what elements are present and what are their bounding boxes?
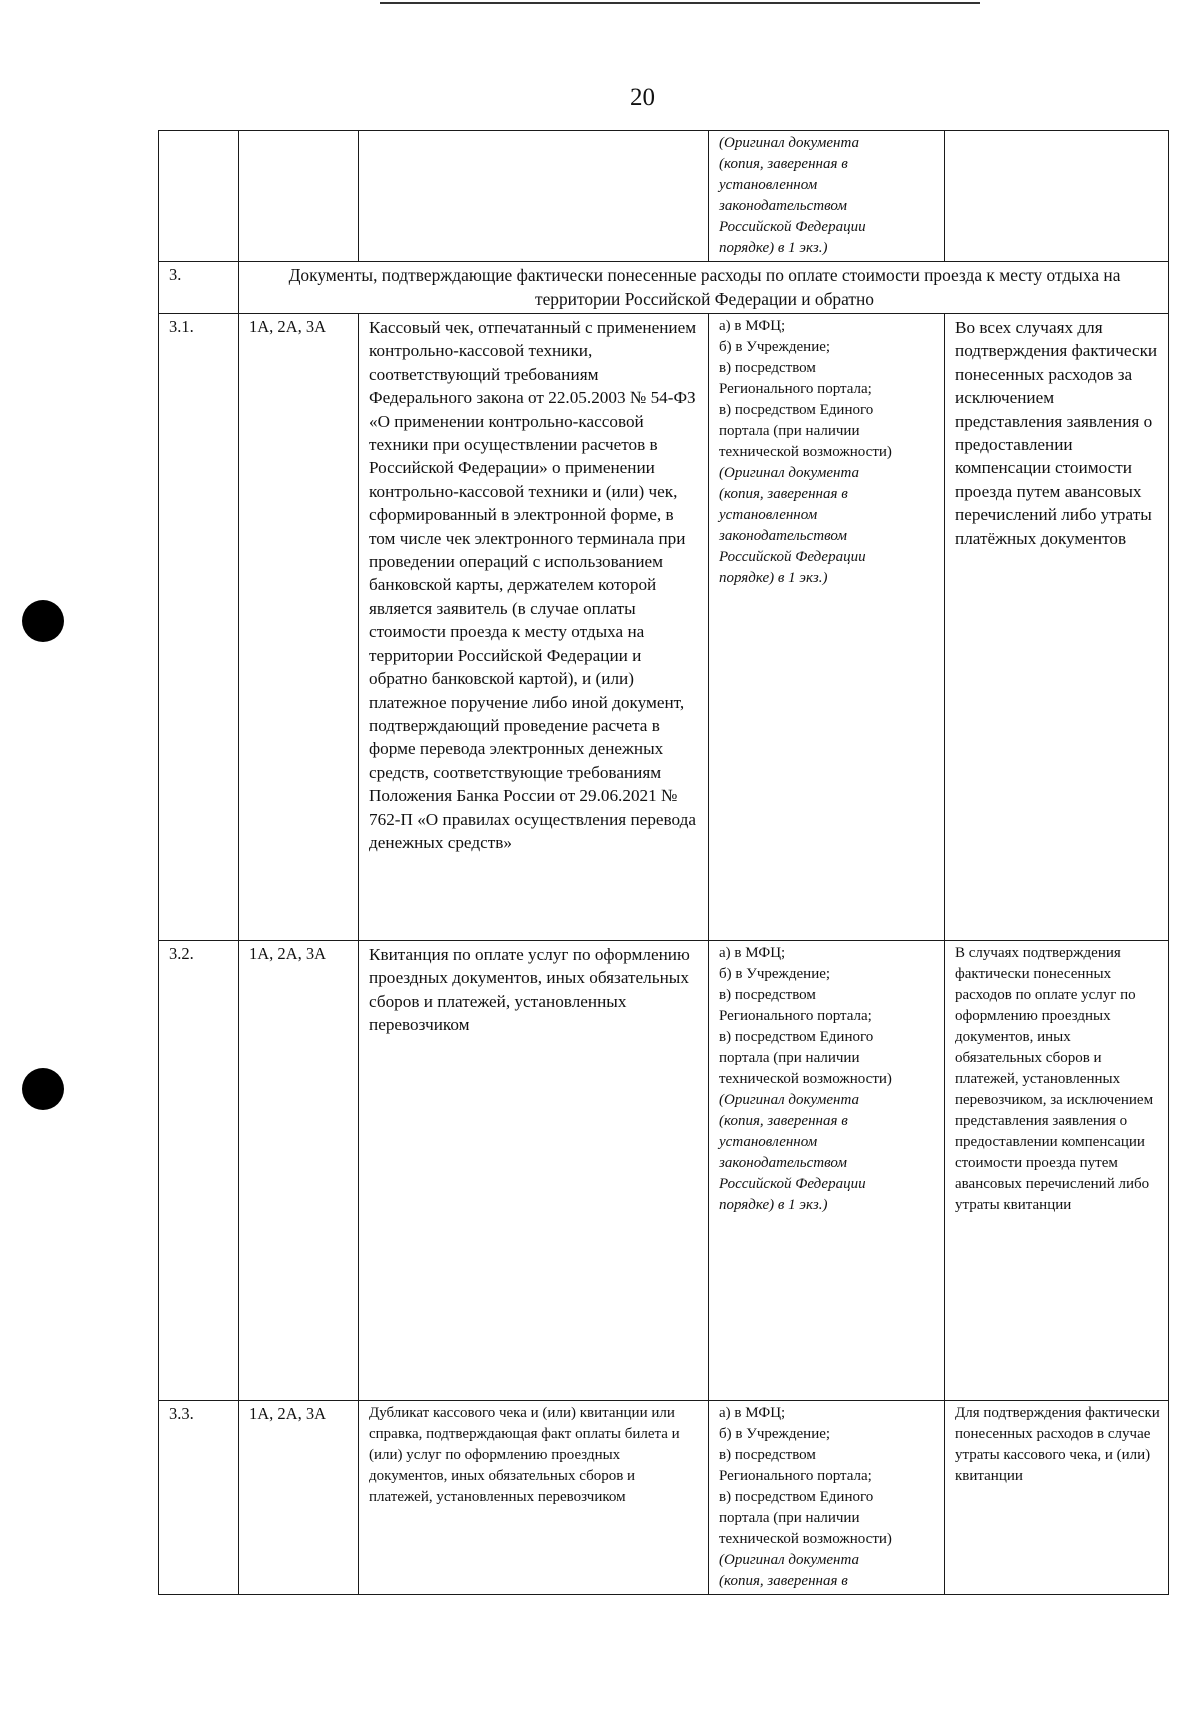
row-categories: 1А, 2А, 3А: [239, 314, 359, 941]
page-number: 20: [630, 84, 655, 111]
table-row: [159, 314, 1169, 941]
cell-categories: [239, 131, 359, 262]
punch-hole-mark: [22, 600, 64, 642]
punch-hole-mark: [22, 1068, 64, 1110]
submission-note: (Оригинал документа (копия, заверенная в установленном законодательством Российской Федерации порядке) в 1 экз.): [719, 465, 866, 586]
table-row-continuation: [159, 131, 1169, 262]
row-document: Квитанция по оплате услуг по оформлению проездных документов, иных обязательных сборов и платежей, установленных перевозчиком: [359, 941, 709, 1401]
row-submission: [709, 314, 945, 941]
top-scan-line: [380, 2, 980, 4]
submission-methods: а) в МФЦ; б) в Учреждение; в) посредством Регионального портала; в) посредством Единого портала (при наличии технической возможности): [719, 1405, 892, 1547]
submission-methods: а) в МФЦ; б) в Учреждение; в) посредством Регионального портала; в) посредством Единого портала (при наличии технической возможности): [719, 318, 892, 460]
row-document: Кассовый чек, отпечатанный с применением контрольно-кассовой техники, соответствующий требованиям Федерального закона от 22.05.2003 № 54-ФЗ «О применении контрольно-кассовой техники при осуществлении расчетов в Российской Федерации» о применении контрольно-кассовой техники и (или) чек, сформированный в электронной форме, в том числе чек электронного терминала при проведении операций с использованием банковской карты, держателем которой является заявитель (в случае оплаты стоимости проезда к месту отдыха на территории Российской Федерации и обратно банковской картой), и (или) платежное поручение либо иной документ, подтверждающий проведение расчета в форме перевода электронных денежных средств, соответствующие требованиям Положения Банка России от 29.06.2021 № 762-П «О правилах осуществления перевода денежных средств»: [359, 314, 709, 941]
row-condition: Для подтверждения фактически понесенных расходов в случае утраты кассового чека, и (или) квитанции: [945, 1401, 1169, 1595]
row-condition: В случаях подтверждения фактически понесенных расходов по оплате услуг по оформлению проездных документов, иных обязательных сборов и платежей, установленных перевозчиком, за исключением представления заявления о предоставлении компенсации стоимости проезда путем авансовых перечислений либо утраты квитанции: [945, 941, 1169, 1401]
section-row: [159, 262, 1169, 314]
row-submission: [709, 941, 945, 1401]
row-number: 3.2.: [159, 941, 239, 1401]
row-number: 3.1.: [159, 314, 239, 941]
cell-condition: [945, 131, 1169, 262]
row-number: 3.3.: [159, 1401, 239, 1595]
row-categories: 1А, 2А, 3А: [239, 941, 359, 1401]
cell-submission-note: (Оригинал документа (копия, заверенная в установленном законодательством Российской Федерации порядке) в 1 экз.): [709, 131, 945, 262]
cell-number: [159, 131, 239, 262]
cell-document: [359, 131, 709, 262]
documents-table: [158, 130, 1169, 1595]
section-title: Документы, подтверждающие фактически понесенные расходы по оплате стоимости проезда к месту отдыха на территории Российской Федерации и обратно: [239, 262, 1169, 314]
row-submission: [709, 1401, 945, 1595]
submission-note: (Оригинал документа (копия, заверенная в установленном законодательством Российской Федерации порядке) в 1 экз.): [719, 1092, 866, 1213]
submission-methods: а) в МФЦ; б) в Учреждение; в) посредством Регионального портала; в) посредством Единого портала (при наличии технической возможности): [719, 945, 892, 1087]
row-document: Дубликат кассового чека и (или) квитанции или справка, подтверждающая факт оплаты билета и (или) услуг по оформлению проездных документов, иных обязательных сборов и платежей, установленных перевозчиком: [359, 1401, 709, 1595]
table-row: [159, 941, 1169, 1401]
row-categories: 1А, 2А, 3А: [239, 1401, 359, 1595]
row-condition: Во всех случаях для подтверждения фактически понесенных расходов за исключением представления заявления о предоставлении компенсации стоимости проезда путем авансовых перечислений либо утраты платёжных документов: [945, 314, 1169, 941]
submission-note: (Оригинал документа (копия, заверенная в: [719, 1552, 859, 1589]
table-row: [159, 1401, 1169, 1595]
section-number: 3.: [159, 262, 239, 314]
